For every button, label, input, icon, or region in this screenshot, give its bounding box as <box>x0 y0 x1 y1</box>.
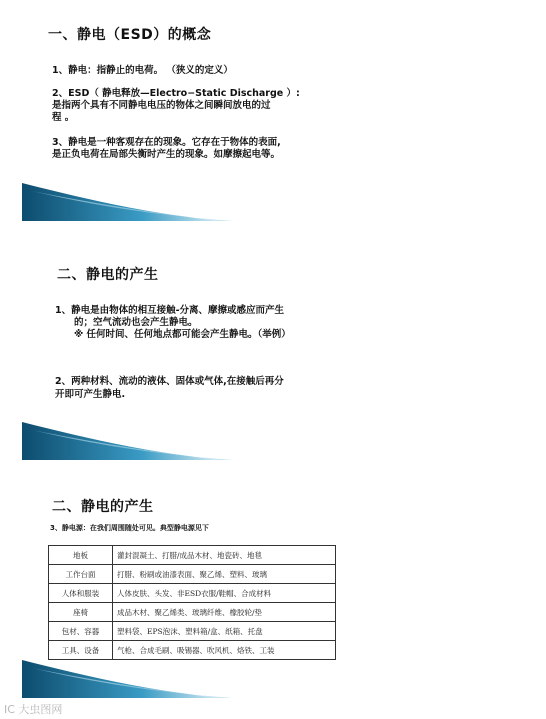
source-materials-cell: 人体皮肤、头发、非ESD衣服/鞋帽、合成材料 <box>113 584 336 603</box>
paragraph-1-line-3: ※ 任何时间、任何地点都可能会产生静电。（举例） <box>74 329 291 340</box>
paragraph-1-line-1: 1、静电是由物体的相互接触-分离、摩擦或感应而产生 <box>55 305 285 316</box>
table-row <box>49 565 336 584</box>
paragraph-1-line-2: 的；空气流动也会产生静电。 <box>74 317 198 328</box>
source-materials-cell: 打腊、粉刷或油漆表面、聚乙烯、塑料、玻璃 <box>113 565 336 584</box>
slide-subtitle: 3、静电源：在我们周围随处可见。典型静电源见下 <box>50 524 209 532</box>
table-row <box>49 584 336 603</box>
slide-title: 二、静电的产生 <box>57 267 159 283</box>
source-materials-cell: 灌封混凝土、打腊/成品木材、地瓷砖、地毯 <box>113 546 336 565</box>
watermark: IC 大虫图网 <box>4 703 63 716</box>
source-category-cell: 工作台面 <box>49 565 113 584</box>
decorative-swoosh <box>22 422 232 462</box>
source-category-cell: 地板 <box>49 546 113 565</box>
source-category-cell: 座椅 <box>49 603 113 622</box>
static-source-table <box>48 545 336 660</box>
table-row <box>49 641 336 660</box>
table-row <box>49 603 336 622</box>
paragraph-2-line-3: 程 。 <box>52 112 75 123</box>
slide-esd-sources <box>0 480 546 719</box>
table-row <box>49 546 336 565</box>
paragraph-1: 1、静电：指静止的电荷。 （狭义的定义） <box>52 65 233 76</box>
slide-esd-concept <box>0 0 546 230</box>
paragraph-2-line-1: 2、ESD（ 静电释放—Electro−Static Discharge ）: <box>52 88 300 99</box>
paragraph-3-line-1: 3、静电是一种客观存在的现象。它存在于物体的表面, <box>52 137 281 148</box>
paragraph-2-line-2: 开即可产生静电. <box>55 389 126 400</box>
source-category-cell: 包材、容器 <box>49 622 113 641</box>
source-materials-cell: 气枪、合成毛刷、吸锡器、吹风机、烙铁、工装 <box>113 641 336 660</box>
paragraph-2-line-2: 是指两个具有不同静电电压的物体之间瞬间放电的过 <box>52 100 271 111</box>
paragraph-3-line-2: 是正负电荷在局部失衡时产生的现象。如摩擦起电等。 <box>52 149 281 160</box>
table-row <box>49 622 336 641</box>
slide-title: 二、静电的产生 <box>52 499 154 515</box>
slide-title: 一、静电（ESD）的概念 <box>48 27 212 43</box>
paragraph-2-line-1: 2、两种材料、流动的液体、固体或气体,在接触后再分 <box>55 376 284 387</box>
source-category-cell: 人体和服装 <box>49 584 113 603</box>
decorative-swoosh <box>22 660 232 700</box>
source-category-cell: 工具、设备 <box>49 641 113 660</box>
source-materials-cell: 成品木材、聚乙烯类、玻璃纤维、橡胶轮/垫 <box>113 603 336 622</box>
source-materials-cell: 塑料袋、EPS泡沫、塑料箱/盒、纸箱、托盘 <box>113 622 336 641</box>
slide-esd-generation <box>0 240 546 465</box>
decorative-swoosh <box>22 183 232 223</box>
